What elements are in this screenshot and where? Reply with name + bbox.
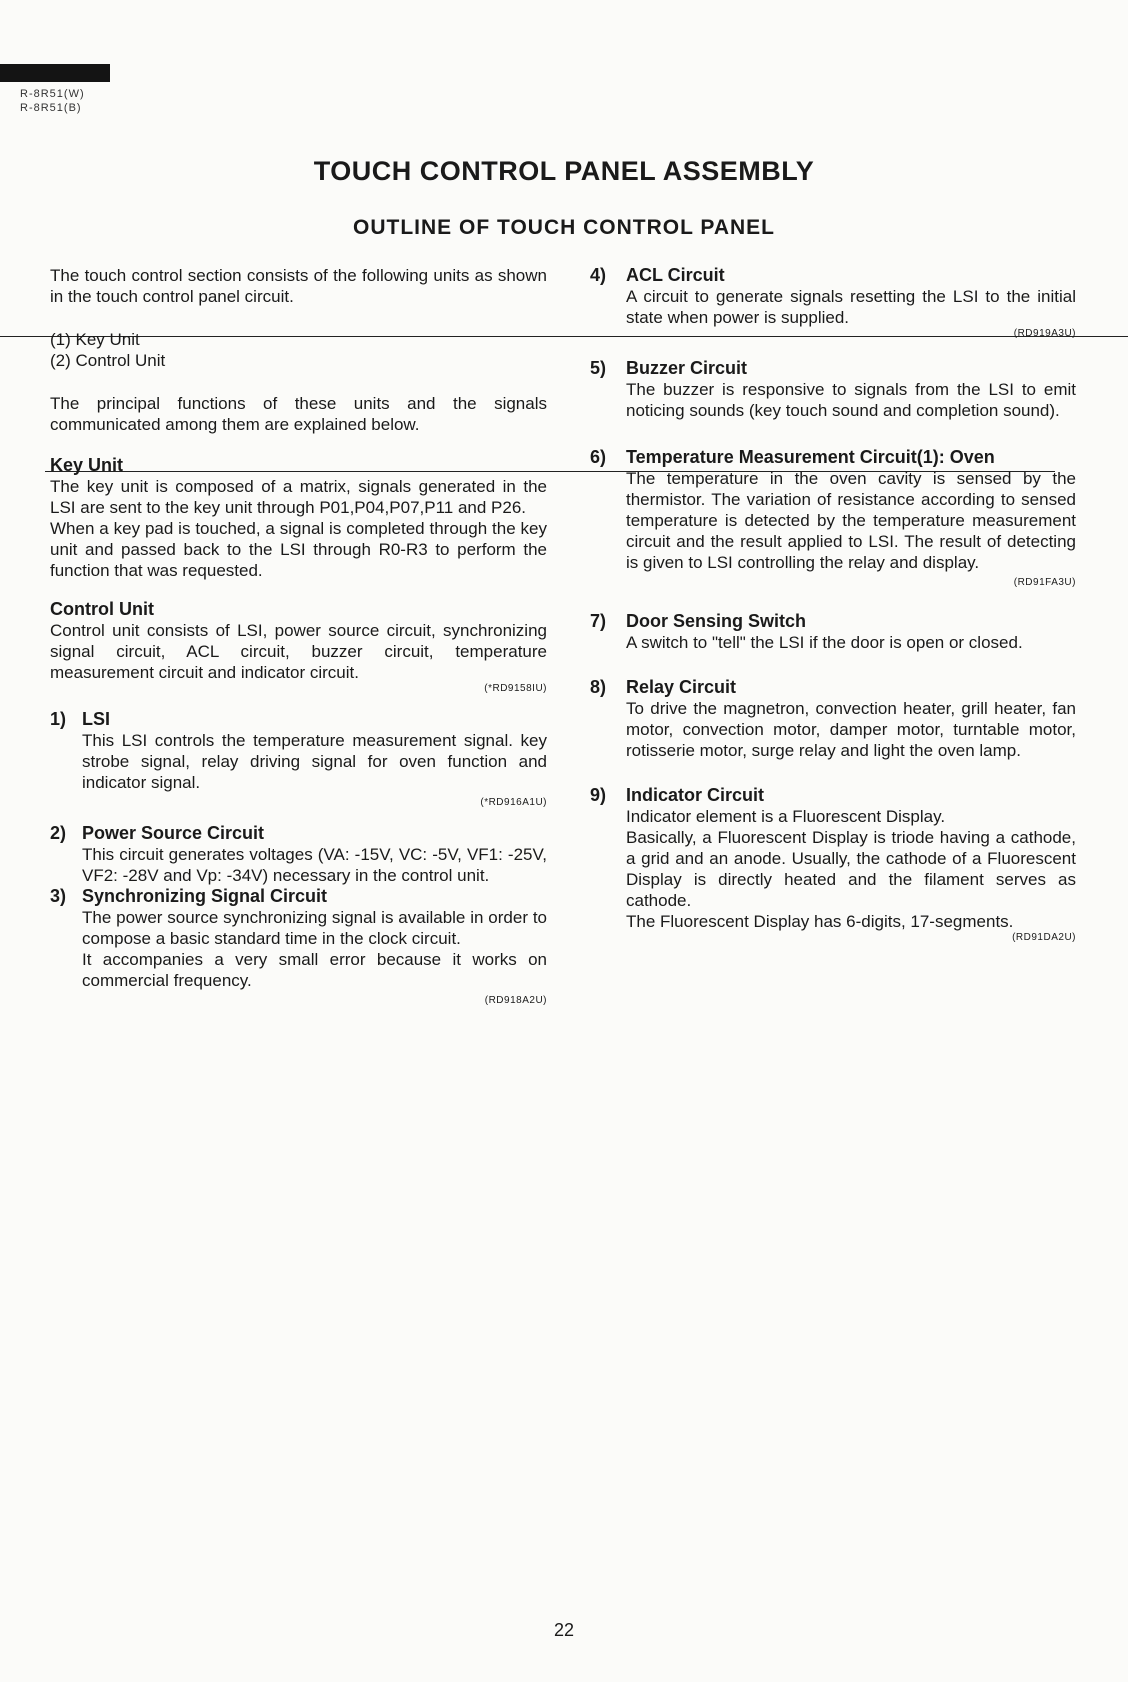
key-unit-heading: Key Unit: [50, 455, 124, 475]
unit-control: (2) Control Unit: [50, 351, 166, 370]
indicator-section: [590, 785, 1076, 944]
principal-text: The principal functions of these units and the signals communicated among them are explained below.: [50, 394, 547, 434]
intro-text: The touch control section consists of the following units as shown in the touch control panel circuit.: [50, 266, 547, 306]
indicator-text: Indicator element is a Fluorescent Display.: [626, 807, 946, 826]
reference-code: (RD91DA2U): [1012, 932, 1076, 943]
lsi-section: [50, 709, 547, 809]
acl-heading: ACL Circuit: [626, 265, 725, 285]
temperature-section: [590, 447, 1076, 589]
sync-signal-text: The power source synchronizing signal is available in order to compose a basic standard time in the clock circuit.: [82, 908, 547, 948]
model-number-white: R-8R51(W): [20, 88, 85, 100]
temperature-heading: Temperature Measurement Circuit(1): Oven: [626, 447, 995, 467]
item-number: 9): [590, 785, 607, 805]
lsi-text: This LSI controls the temperature measurement signal. key strobe signal, relay driving signal for oven function and indicator signal.: [82, 731, 547, 792]
model-number-black: R-8R51(B): [20, 102, 82, 114]
relay-section: [590, 677, 1076, 761]
relay-heading: Relay Circuit: [626, 677, 737, 697]
left-column: [50, 265, 547, 1007]
right-column: [590, 265, 1076, 944]
sync-signal-heading: Synchronizing Signal Circuit: [82, 886, 328, 906]
buzzer-heading: Buzzer Circuit: [626, 358, 748, 378]
acl-text: A circuit to generate signals resetting the LSI to the initial state when power is supplied.: [626, 287, 1076, 327]
page-number: 22: [553, 1620, 575, 1640]
item-number: 5): [590, 358, 607, 378]
section-subtitle: OUTLINE OF TOUCH CONTROL PANEL: [353, 216, 775, 239]
reference-code: (RD918A2U): [484, 995, 547, 1006]
item-number: 2): [50, 823, 67, 843]
item-number: 4): [590, 265, 607, 285]
reference-code: (*RD9158IU): [484, 683, 547, 694]
unit-key: (1) Key Unit: [50, 330, 140, 349]
item-number: 8): [590, 677, 607, 697]
scan-mark: [0, 64, 110, 82]
page-title: TOUCH CONTROL PANEL ASSEMBLY: [313, 156, 815, 186]
door-switch-heading: Door Sensing Switch: [626, 611, 807, 631]
key-unit-text: The key unit is composed of a matrix, signals generated in the LSI are sent to the key unit through P01,P04,P07,P11 and P26.: [50, 477, 547, 517]
power-source-heading: Power Source Circuit: [82, 823, 265, 843]
acl-section: [590, 265, 1076, 340]
lsi-heading: LSI: [82, 709, 111, 729]
key-unit-text-2: When a key pad is touched, a signal is completed through the key unit and passed back to the LSI through R0-R3 to perform the function that was requested.: [50, 519, 547, 580]
power-source-text: This circuit generates voltages (VA: -15V, VC: -5V, VF1: -25V, VF2: -28V and Vp: -34V) necessary in the control unit.: [82, 845, 547, 885]
sync-signal-text-2: It accompanies a very small error because it works on commercial frequency.: [82, 950, 547, 990]
buzzer-text: The buzzer is responsive to signals from the LSI to emit noticing sounds (key touch sound and completion sound).: [626, 380, 1076, 420]
indicator-text-3: The Fluorescent Display has 6-digits, 17-segments.: [626, 912, 1014, 931]
temperature-text: The temperature in the oven cavity is sensed by the thermistor. The variation of resistance according to sensed temperature is detected by the temperature measurement circuit and the result applied to LSI. The result of detecting is given to LSI controlling the relay and display.: [626, 469, 1076, 572]
indicator-text-2: Basically, a Fluorescent Display is triode having a cathode, a grid and an anode. Usually, the cathode of a Fluorescent Display is directly heated and the filament serves as cathode.: [626, 828, 1076, 910]
reference-code: (*RD916A1U): [480, 797, 547, 808]
item-number: 6): [590, 447, 607, 467]
buzzer-section: [590, 358, 1076, 421]
power-source-section: [50, 823, 547, 886]
item-number: 1): [50, 709, 67, 729]
control-unit-text: Control unit consists of LSI, power source circuit, synchronizing signal circuit, ACL circuit, buzzer circuit, temperature measurement circuit and indicator circuit.: [50, 621, 547, 682]
indicator-heading: Indicator Circuit: [626, 785, 765, 805]
item-number: 7): [590, 611, 607, 631]
sync-signal-section: [50, 886, 547, 1007]
door-switch-section: [590, 611, 1076, 653]
door-switch-text: A switch to "tell" the LSI if the door is open or closed.: [626, 633, 1023, 652]
reference-code: (RD919A3U): [1013, 328, 1076, 339]
reference-code: (RD91FA3U): [1013, 577, 1076, 588]
control-unit-heading: Control Unit: [50, 599, 154, 619]
item-number: 3): [50, 886, 67, 906]
relay-text: To drive the magnetron, convection heater, grill heater, fan motor, convection motor, damper motor, turntable motor, rotisserie motor, surge relay and light the oven lamp.: [626, 699, 1076, 760]
